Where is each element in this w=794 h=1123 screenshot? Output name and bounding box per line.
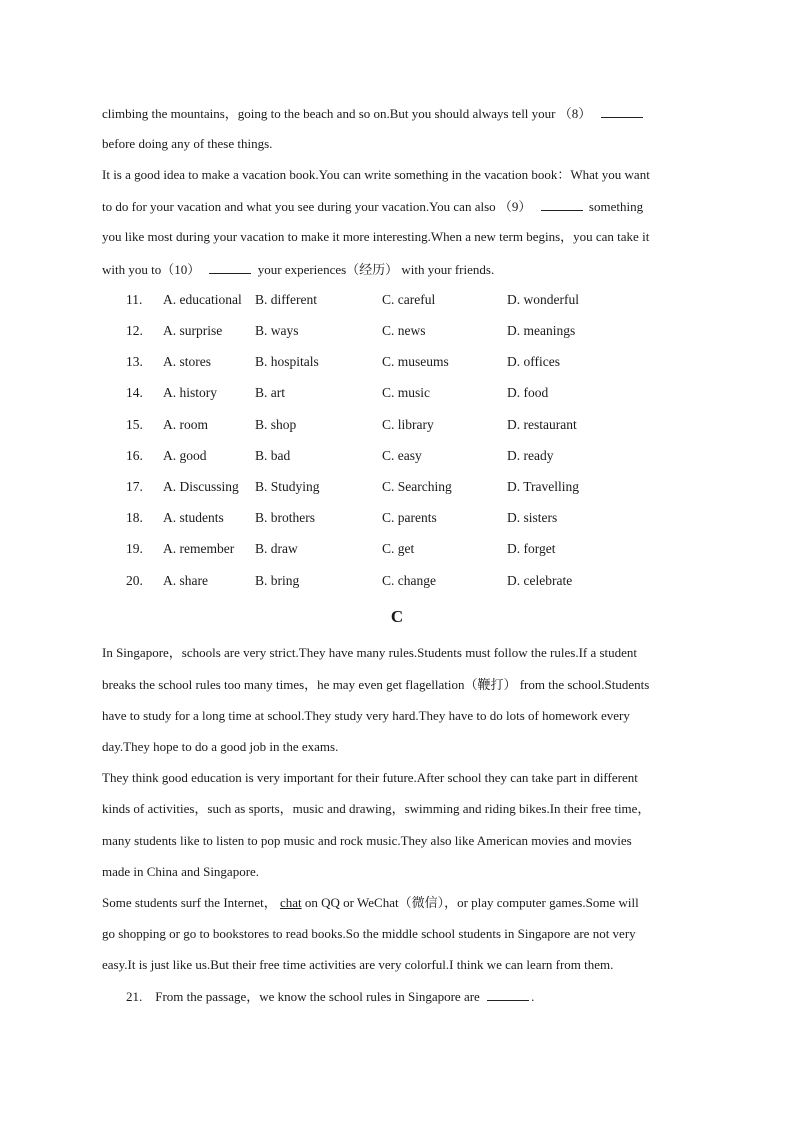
- answer-blank: [209, 261, 251, 274]
- passage-line: Some students surf the Internet， chat on QQ or WeChat（微信），or play computer games.Some will: [102, 895, 639, 910]
- passage-line: many students like to listen to pop music and rock music.They also like American movies and movies: [102, 833, 632, 848]
- passage-line: you like most during your vacation to make it more interesting.When a new term begins，you can take it: [102, 229, 650, 244]
- passage-line: climbing the mountains，going to the beach and so on.But you should always tell your （8）: [102, 105, 704, 122]
- passage-line: kinds of activities，such as sports，music and drawing，swimming and riding bikes.In their free time，: [102, 801, 651, 816]
- passage-line: have to study for a long time at school.They study very hard.They have to do lots of homework every: [102, 708, 630, 723]
- option-b: B. draw: [255, 541, 298, 556]
- answer-blank: [487, 988, 529, 1001]
- option-c: C. careful: [382, 292, 436, 307]
- option-a: A. surprise: [163, 323, 223, 338]
- option-a: A. share: [163, 573, 208, 588]
- passage-line: breaks the school rules too many times，he may even get flagellation（鞭打） from the school.Students: [102, 677, 650, 692]
- option-c: C. news: [382, 323, 426, 338]
- option-d: D. Travelling: [507, 479, 580, 494]
- option-b: B. different: [255, 292, 317, 307]
- option-b: B. brothers: [255, 510, 315, 525]
- option-row-12: 12. A. surprise B. ways C. news D. meanings: [126, 323, 576, 338]
- option-row-13: 13. A. stores B. hospitals C. museums D. offices: [126, 354, 560, 369]
- passage-line: easy.It is just like us.But their free time activities are very colorful.I think we can learn from them.: [102, 957, 614, 972]
- option-b: B. Studying: [255, 479, 320, 494]
- passage-line: day.They hope to do a good job in the exams.: [102, 739, 339, 754]
- option-c: C. change: [382, 573, 436, 588]
- option-row-18: 18. A. students B. brothers C. parents D. sisters: [126, 510, 558, 525]
- option-row-14: 14. A. history B. art C. music D. food: [126, 385, 549, 400]
- option-row-20: 20. A. share B. bring C. change D. celebrate: [126, 573, 573, 588]
- option-row-16: 16. A. good B. bad C. easy D. ready: [126, 448, 554, 463]
- option-a: A. room: [163, 417, 208, 432]
- option-b: B. ways: [255, 323, 299, 338]
- option-a: A. good: [163, 448, 207, 463]
- option-a: A. Discussing: [163, 479, 239, 494]
- option-row-15: 15. A. room B. shop C. library D. restaurant: [126, 417, 577, 432]
- passage-line: In Singapore，schools are very strict.They have many rules.Students must follow the rules.If a student: [102, 645, 638, 660]
- option-d: D. food: [507, 385, 549, 400]
- passage-line: made in China and Singapore.: [102, 864, 260, 879]
- option-b: B. bring: [255, 573, 300, 588]
- option-d: D. meanings: [507, 323, 576, 338]
- option-row-11: 11. A. educational B. different C. careful D. wonderful: [126, 292, 579, 307]
- option-d: D. ready: [507, 448, 554, 463]
- passage-line: It is a good idea to make a vacation book.You can write something in the vacation book：What you want: [102, 167, 650, 182]
- option-c: C. easy: [382, 448, 422, 463]
- option-a: A. history: [163, 385, 217, 400]
- option-b: B. hospitals: [255, 354, 319, 369]
- passage-line: go shopping or go to bookstores to read books.So the middle school students in Singapore are not very: [102, 926, 636, 941]
- option-d: D. wonderful: [507, 292, 579, 307]
- option-a: A. remember: [163, 541, 235, 556]
- option-row-17: 17. A. Discussing B. Studying C. Searching D. Travelling: [126, 479, 580, 494]
- option-row-19: 19. A. remember B. draw C. get D. forget: [126, 541, 556, 556]
- option-c: C. music: [382, 385, 431, 400]
- option-c: C. museums: [382, 354, 449, 369]
- option-c: C. Searching: [382, 479, 452, 494]
- option-a: A. students: [163, 510, 224, 525]
- option-d: D. celebrate: [507, 573, 573, 588]
- passage-line: before doing any of these things.: [102, 136, 273, 151]
- answer-blank: [601, 105, 643, 118]
- underlined-word: chat: [280, 895, 302, 910]
- option-b: B. shop: [255, 417, 297, 432]
- answer-blank: [541, 198, 583, 211]
- question-21: 21. From the passage，we know the school rules in Singapore are .: [126, 989, 535, 1004]
- option-a: A. stores: [163, 354, 211, 369]
- option-d: D. sisters: [507, 510, 558, 525]
- option-d: D. offices: [507, 354, 560, 369]
- option-d: D. restaurant: [507, 417, 577, 432]
- option-c: C. parents: [382, 510, 437, 525]
- option-a: A. educational: [163, 292, 242, 307]
- passage-line: with you to（10） your experiences（经历） with your friends.: [102, 262, 495, 277]
- option-c: C. library: [382, 417, 434, 432]
- section-heading: C: [390, 607, 404, 626]
- option-b: B. art: [255, 385, 285, 400]
- passage-line: They think good education is very important for their future.After school they can take part in different: [102, 770, 638, 785]
- passage-line: to do for your vacation and what you see during your vacation.You can also （9） something: [102, 199, 644, 214]
- option-c: C. get: [382, 541, 415, 556]
- option-d: D. forget: [507, 541, 556, 556]
- option-b: B. bad: [255, 448, 291, 463]
